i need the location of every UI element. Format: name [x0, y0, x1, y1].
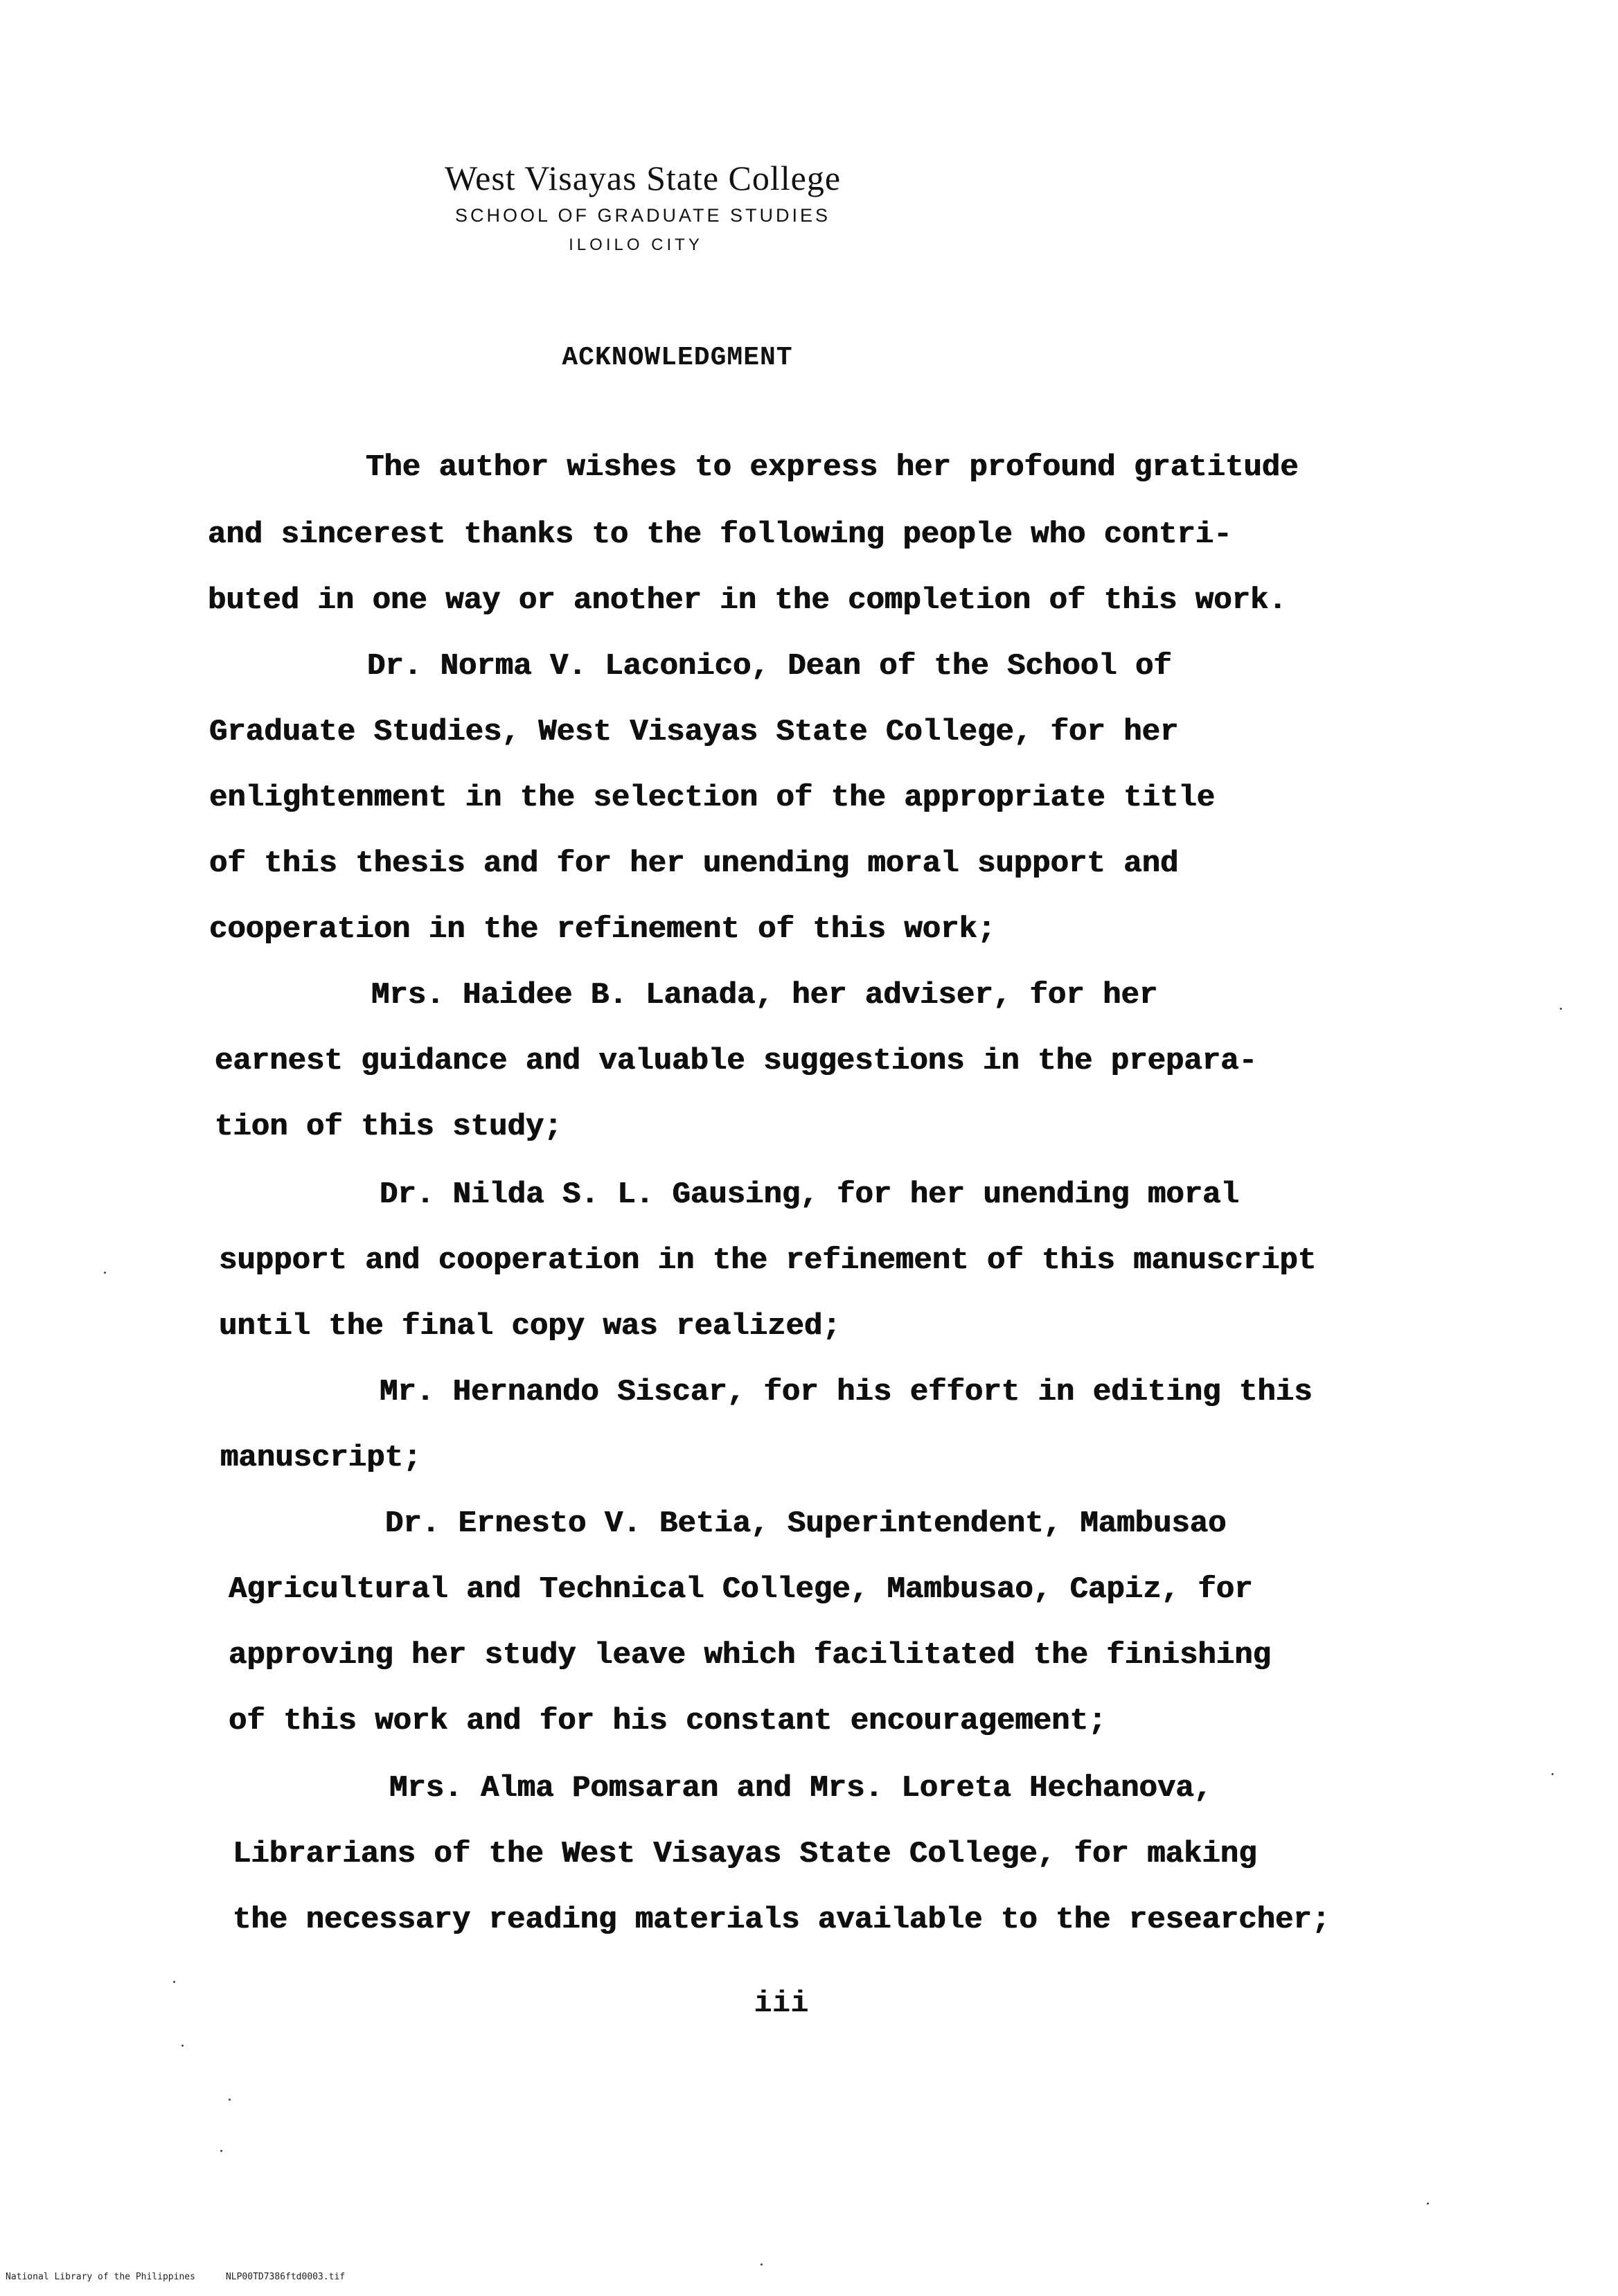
body-line: of this work and for his constant encouragement;	[229, 1704, 1107, 1738]
body-line: and sincerest thanks to the following people who contri-	[208, 517, 1232, 552]
body-line: Mr. Hernando Siscar, for his effort in editing this	[380, 1375, 1313, 1409]
footer-library: National Library of the Philippines	[6, 2272, 195, 2282]
letterhead-institution: West Visayas State College	[444, 159, 842, 197]
scan-speck	[1560, 1008, 1562, 1010]
footer-file: NLP00TD7386ftd0003.tif	[225, 2272, 346, 2282]
body-line: until the final copy was realized;	[219, 1309, 841, 1344]
scan-speck	[220, 2150, 222, 2152]
body-line: buted in one way or another in the completion of this work.	[208, 583, 1287, 618]
scan-speck	[1427, 2202, 1429, 2205]
body-line: approving her study leave which facilitated the finishing	[229, 1638, 1272, 1673]
page-number: iii	[754, 1986, 809, 2021]
body-line: enlightenment in the selection of the appropriate title	[209, 781, 1216, 815]
body-line: earnest guidance and valuable suggestions in the prepara-	[215, 1044, 1258, 1078]
letterhead-city: ILOILO CITY	[569, 235, 703, 254]
body-line: Dr. Norma V. Laconico, Dean of the School of	[367, 649, 1172, 684]
body-line: Librarians of the West Visayas State College, for making	[233, 1837, 1257, 1871]
body-line: Agricultural and Technical College, Mambusao, Capiz, for	[229, 1572, 1253, 1607]
body-line: Mrs. Alma Pomsaran and Mrs. Loreta Hechanova,	[389, 1771, 1213, 1806]
body-line: tion of this study;	[215, 1110, 562, 1144]
scan-speck	[104, 1272, 106, 1274]
body-line: Graduate Studies, West Visayas State College, for her	[209, 715, 1179, 749]
body-line: the necessary reading materials available to the researcher;	[233, 1903, 1331, 1937]
body-line: Dr. Ernesto V. Betia, Superintendent, Mambusao	[385, 1506, 1227, 1541]
letterhead-school: SCHOOL OF GRADUATE STUDIES	[454, 205, 831, 226]
body-line: manuscript;	[220, 1441, 422, 1475]
scan-speck	[761, 2263, 763, 2266]
scan-speck	[1552, 1773, 1554, 1775]
scan-footer	[6, 2272, 375, 2282]
body-line: The author wishes to express her profound gratitude	[366, 450, 1299, 485]
body-line: of this thesis and for her unending moral support and	[209, 846, 1179, 881]
body-line: Dr. Nilda S. L. Gausing, for her unending moral	[380, 1177, 1240, 1212]
scan-speck	[229, 2099, 231, 2101]
body-line: Mrs. Haidee B. Lanada, her adviser, for her	[371, 978, 1158, 1013]
body-line: cooperation in the refinement of this work;	[209, 912, 996, 947]
scan-speck	[173, 1981, 175, 1983]
page-title: ACKNOWLEDGMENT	[562, 343, 793, 373]
body-line: support and cooperation in the refinement of this manuscript	[219, 1243, 1317, 1278]
scan-speck	[181, 2045, 184, 2047]
